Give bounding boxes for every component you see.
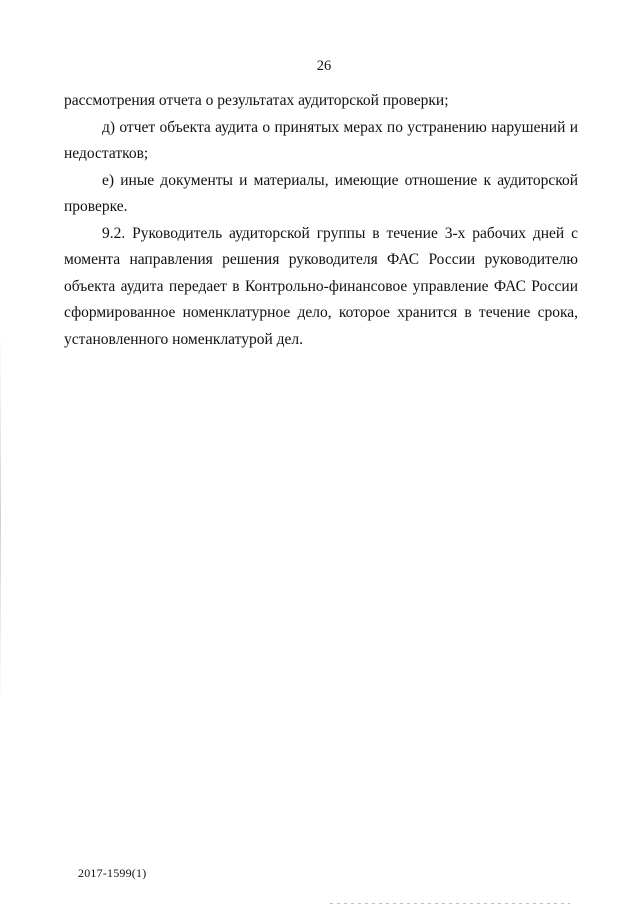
text-line: недостатков; <box>64 145 149 162</box>
text-line: е) иные документы и материалы, имеющие отношение к аудиторской <box>102 171 578 189</box>
text-line: проверке. <box>64 198 128 215</box>
text-line: 9.2. Руководитель аудиторской группы в течение 3-х рабочих дней с <box>102 224 578 242</box>
text-line: объекта аудита передает в Контрольно-финансовое управление ФАС России <box>64 277 578 295</box>
scan-edge-mark <box>330 903 570 904</box>
text-line: сформированное номенклатурное дело, которое хранится в течение срока, <box>64 304 578 321</box>
scan-edge-mark <box>0 330 1 710</box>
document-body <box>64 88 578 353</box>
document-registration-code: 2017-1599(1) <box>78 866 147 880</box>
text-line: установленного номенклатурой дел. <box>64 330 304 348</box>
page-number: 26 <box>316 58 332 74</box>
text-line: д) отчет объекта аудита о принятых мерах по устранению нарушений и <box>102 118 578 136</box>
text-line: рассмотрения отчета о результатах аудиторской проверки; <box>64 92 449 109</box>
text-line: момента направления решения руководителя ФАС России руководителю <box>64 251 578 268</box>
